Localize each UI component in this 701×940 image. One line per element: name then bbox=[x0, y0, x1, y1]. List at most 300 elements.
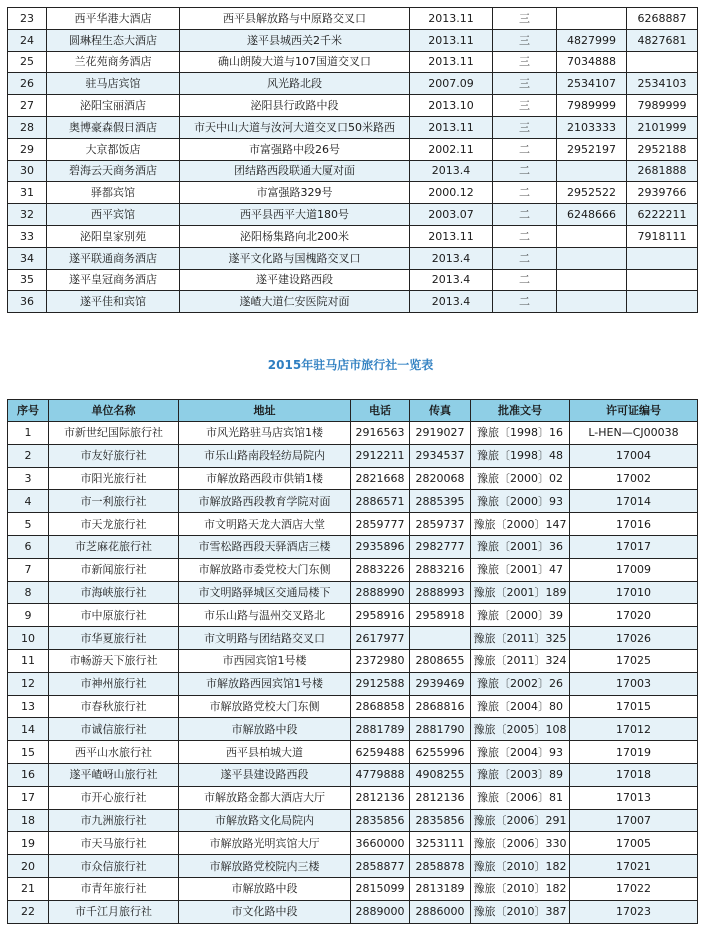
agency-cell: 市开心旅行社 bbox=[49, 786, 179, 809]
agency-cell: 2889000 bbox=[351, 900, 410, 923]
agency-cell: 市雪松路西段天驿酒店三楼 bbox=[179, 535, 351, 558]
column-header: 地址 bbox=[179, 400, 351, 422]
hotel-cell: 34 bbox=[8, 247, 47, 269]
hotel-cell bbox=[557, 160, 627, 182]
agency-cell: 市解放路光明宾馆大厅 bbox=[179, 832, 351, 855]
agency-cell: 豫旅〔2010〕182 bbox=[471, 877, 570, 900]
hotel-row bbox=[8, 247, 698, 269]
agency-row bbox=[8, 718, 698, 741]
agency-cell: 1 bbox=[8, 422, 49, 445]
hotel-cell: 2013.11 bbox=[410, 8, 493, 30]
hotel-row bbox=[8, 204, 698, 226]
agency-cell: 4908255 bbox=[410, 763, 471, 786]
agency-cell: 9 bbox=[8, 604, 49, 627]
agency-cell: 市解放路西园宾馆1号楼 bbox=[179, 672, 351, 695]
agency-cell: 2912588 bbox=[351, 672, 410, 695]
hotel-cell: 二 bbox=[493, 204, 557, 226]
agency-cell: 市众信旅行社 bbox=[49, 855, 179, 878]
agency-cell: 豫旅〔2001〕189 bbox=[471, 581, 570, 604]
hotel-cell: 市富强路329号 bbox=[180, 182, 410, 204]
hotel-cell: 三 bbox=[493, 29, 557, 51]
hotel-cell bbox=[627, 247, 698, 269]
agency-cell: 遂平嵖岈山旅行社 bbox=[49, 763, 179, 786]
agency-cell: L-HEN—CJ00038 bbox=[570, 422, 698, 445]
agency-cell: 2886000 bbox=[410, 900, 471, 923]
agency-cell: 17026 bbox=[570, 627, 698, 650]
agency-cell: 豫旅〔2000〕02 bbox=[471, 467, 570, 490]
hotel-cell: 遂平皇冠商务酒店 bbox=[47, 269, 180, 291]
hotel-cell: 2000.12 bbox=[410, 182, 493, 204]
agency-cell: 市解放路党校大门东侧 bbox=[179, 695, 351, 718]
column-header: 批准文号 bbox=[471, 400, 570, 422]
agency-cell: 17015 bbox=[570, 695, 698, 718]
agency-cell: 市乐山路南段轻纺局院内 bbox=[179, 444, 351, 467]
hotel-cell: 三 bbox=[493, 95, 557, 117]
hotel-cell: 23 bbox=[8, 8, 47, 30]
agency-cell: 豫旅〔2006〕81 bbox=[471, 786, 570, 809]
agency-cell: 7 bbox=[8, 558, 49, 581]
agency-cell: 市畅游天下旅行社 bbox=[49, 649, 179, 672]
hotel-cell: 24 bbox=[8, 29, 47, 51]
agency-cell: 17019 bbox=[570, 741, 698, 764]
agency-cell: 22 bbox=[8, 900, 49, 923]
hotel-cell: 驿都宾馆 bbox=[47, 182, 180, 204]
agency-cell: 市文明路天龙大酒店大堂 bbox=[179, 513, 351, 536]
agency-cell: 4779888 bbox=[351, 763, 410, 786]
agency-cell: 2886571 bbox=[351, 490, 410, 513]
agency-cell: 豫旅〔2004〕80 bbox=[471, 695, 570, 718]
hotel-cell: 2952188 bbox=[627, 138, 698, 160]
agency-cell: 市解放路文化局院内 bbox=[179, 809, 351, 832]
agency-cell: 17003 bbox=[570, 672, 698, 695]
agency-cell: 6259488 bbox=[351, 741, 410, 764]
agency-cell bbox=[410, 627, 471, 650]
hotel-cell: 2013.11 bbox=[410, 29, 493, 51]
agency-row bbox=[8, 444, 698, 467]
hotel-cell: 泌阳皇家别苑 bbox=[47, 225, 180, 247]
agency-cell: 市诚信旅行社 bbox=[49, 718, 179, 741]
agency-cell: 豫旅〔1998〕48 bbox=[471, 444, 570, 467]
hotel-cell: 二 bbox=[493, 269, 557, 291]
hotel-cell: 6268887 bbox=[627, 8, 698, 30]
hotel-table bbox=[7, 7, 698, 313]
agency-cell: 6 bbox=[8, 535, 49, 558]
hotel-cell: 驻马店宾馆 bbox=[47, 73, 180, 95]
agency-table bbox=[7, 399, 698, 924]
column-header: 单位名称 bbox=[49, 400, 179, 422]
agency-cell: 2958918 bbox=[410, 604, 471, 627]
agency-cell: 2912211 bbox=[351, 444, 410, 467]
agency-row bbox=[8, 422, 698, 445]
hotel-row bbox=[8, 225, 698, 247]
agency-cell: 市春秋旅行社 bbox=[49, 695, 179, 718]
agency-cell: 市解放路市委党校大门东侧 bbox=[179, 558, 351, 581]
agency-row bbox=[8, 513, 698, 536]
hotel-cell: 二 bbox=[493, 291, 557, 313]
agency-cell: 豫旅〔2006〕291 bbox=[471, 809, 570, 832]
agency-cell: 市解放路党校院内三楼 bbox=[179, 855, 351, 878]
agency-cell: 豫旅〔2004〕93 bbox=[471, 741, 570, 764]
agency-cell: 市神州旅行社 bbox=[49, 672, 179, 695]
agency-cell: 2883226 bbox=[351, 558, 410, 581]
hotel-cell bbox=[557, 269, 627, 291]
hotel-cell: 确山朗陵大道与107国道交叉口 bbox=[180, 51, 410, 73]
agency-cell: 市文明路驿城区交通局楼下 bbox=[179, 581, 351, 604]
hotel-row bbox=[8, 51, 698, 73]
hotel-cell: 三 bbox=[493, 73, 557, 95]
agency-cell: 豫旅〔2000〕93 bbox=[471, 490, 570, 513]
hotel-cell: 2013.11 bbox=[410, 225, 493, 247]
agency-cell: 2982777 bbox=[410, 535, 471, 558]
agency-cell: 17004 bbox=[570, 444, 698, 467]
agency-cell: 市新闻旅行社 bbox=[49, 558, 179, 581]
agency-row bbox=[8, 855, 698, 878]
agency-cell: 15 bbox=[8, 741, 49, 764]
agency-cell: 豫旅〔2006〕330 bbox=[471, 832, 570, 855]
agency-cell: 2617977 bbox=[351, 627, 410, 650]
agency-cell: 2881790 bbox=[410, 718, 471, 741]
agency-cell: 豫旅〔2011〕325 bbox=[471, 627, 570, 650]
agency-cell: 17016 bbox=[570, 513, 698, 536]
hotel-cell: 兰花苑商务酒店 bbox=[47, 51, 180, 73]
agency-cell: 4 bbox=[8, 490, 49, 513]
agency-cell: 2812136 bbox=[351, 786, 410, 809]
hotel-cell: 32 bbox=[8, 204, 47, 226]
agency-cell: 豫旅〔2010〕387 bbox=[471, 900, 570, 923]
agency-cell: 17018 bbox=[570, 763, 698, 786]
hotel-cell: 35 bbox=[8, 269, 47, 291]
agency-cell: 21 bbox=[8, 877, 49, 900]
agency-cell: 2858877 bbox=[351, 855, 410, 878]
hotel-row bbox=[8, 269, 698, 291]
hotel-cell: 奥博豪森假日酒店 bbox=[47, 116, 180, 138]
hotel-row bbox=[8, 138, 698, 160]
agency-cell: 2821668 bbox=[351, 467, 410, 490]
agency-row bbox=[8, 467, 698, 490]
agency-table-title: 2015年驻马店市旅行社一览表 bbox=[267, 358, 434, 372]
hotel-cell: 7918111 bbox=[627, 225, 698, 247]
agency-cell: 18 bbox=[8, 809, 49, 832]
agency-cell: 17014 bbox=[570, 490, 698, 513]
agency-cell: 2885395 bbox=[410, 490, 471, 513]
agency-row bbox=[8, 649, 698, 672]
agency-cell: 市乐山路与温州交叉路北 bbox=[179, 604, 351, 627]
hotel-cell: 市天中山大道与汝河大道交叉口50米路西 bbox=[180, 116, 410, 138]
agency-cell: 17009 bbox=[570, 558, 698, 581]
agency-cell: 2883216 bbox=[410, 558, 471, 581]
hotel-row bbox=[8, 291, 698, 313]
agency-cell: 17017 bbox=[570, 535, 698, 558]
hotel-cell: 团结路西段联通大厦对面 bbox=[180, 160, 410, 182]
agency-cell: 市中原旅行社 bbox=[49, 604, 179, 627]
agency-cell: 市文化路中段 bbox=[179, 900, 351, 923]
agency-cell: 2859777 bbox=[351, 513, 410, 536]
agency-cell: 13 bbox=[8, 695, 49, 718]
agency-cell: 17002 bbox=[570, 467, 698, 490]
hotel-cell: 2003.07 bbox=[410, 204, 493, 226]
agency-cell: 17025 bbox=[570, 649, 698, 672]
agency-row bbox=[8, 832, 698, 855]
hotel-cell: 碧海云天商务酒店 bbox=[47, 160, 180, 182]
agency-cell: 市阳光旅行社 bbox=[49, 467, 179, 490]
agency-cell: 2919027 bbox=[410, 422, 471, 445]
hotel-table-body bbox=[8, 8, 698, 313]
agency-row bbox=[8, 786, 698, 809]
agency-cell: 2820068 bbox=[410, 467, 471, 490]
agency-cell: 19 bbox=[8, 832, 49, 855]
hotel-cell bbox=[557, 247, 627, 269]
agency-cell: 2813189 bbox=[410, 877, 471, 900]
agency-row bbox=[8, 763, 698, 786]
hotel-cell: 2013.10 bbox=[410, 95, 493, 117]
agency-cell: 2934537 bbox=[410, 444, 471, 467]
agency-cell: 14 bbox=[8, 718, 49, 741]
hotel-cell: 6248666 bbox=[557, 204, 627, 226]
agency-cell: 市天龙旅行社 bbox=[49, 513, 179, 536]
agency-cell: 市文明路与团结路交叉口 bbox=[179, 627, 351, 650]
agency-cell: 2835856 bbox=[351, 809, 410, 832]
agency-cell: 市天马旅行社 bbox=[49, 832, 179, 855]
agency-cell: 市一利旅行社 bbox=[49, 490, 179, 513]
agency-cell: 市海峡旅行社 bbox=[49, 581, 179, 604]
hotel-cell: 2013.4 bbox=[410, 160, 493, 182]
agency-cell: 17013 bbox=[570, 786, 698, 809]
hotel-cell: 2952522 bbox=[557, 182, 627, 204]
agency-cell: 16 bbox=[8, 763, 49, 786]
hotel-cell: 27 bbox=[8, 95, 47, 117]
agency-cell: 市芝麻花旅行社 bbox=[49, 535, 179, 558]
agency-cell: 17022 bbox=[570, 877, 698, 900]
agency-cell: 遂平县建设路西段 bbox=[179, 763, 351, 786]
hotel-row bbox=[8, 29, 698, 51]
agency-cell: 市解放路西段教育学院对面 bbox=[179, 490, 351, 513]
agency-cell: 20 bbox=[8, 855, 49, 878]
hotel-row bbox=[8, 116, 698, 138]
agency-row bbox=[8, 741, 698, 764]
agency-row bbox=[8, 535, 698, 558]
agency-cell: 2859737 bbox=[410, 513, 471, 536]
agency-cell: 2939469 bbox=[410, 672, 471, 695]
hotel-cell: 2007.09 bbox=[410, 73, 493, 95]
hotel-cell: 28 bbox=[8, 116, 47, 138]
hotel-cell: 2534103 bbox=[627, 73, 698, 95]
agency-cell: 市华夏旅行社 bbox=[49, 627, 179, 650]
hotel-cell: 遂平联通商务酒店 bbox=[47, 247, 180, 269]
agency-cell: 17007 bbox=[570, 809, 698, 832]
agency-cell: 17020 bbox=[570, 604, 698, 627]
hotel-cell: 圆琳程生态大酒店 bbox=[47, 29, 180, 51]
hotel-cell: 25 bbox=[8, 51, 47, 73]
hotel-cell: 2103333 bbox=[557, 116, 627, 138]
agency-table-body bbox=[8, 422, 698, 924]
agency-cell: 2888993 bbox=[410, 581, 471, 604]
hotel-cell: 西平县西平大道180号 bbox=[180, 204, 410, 226]
hotel-cell: 2002.11 bbox=[410, 138, 493, 160]
hotel-row bbox=[8, 182, 698, 204]
agency-cell: 市千江月旅行社 bbox=[49, 900, 179, 923]
hotel-cell: 遂嵖大道仁安医院对面 bbox=[180, 291, 410, 313]
hotel-row bbox=[8, 95, 698, 117]
agency-cell: 2815099 bbox=[351, 877, 410, 900]
hotel-cell: 33 bbox=[8, 225, 47, 247]
hotel-cell: 三 bbox=[493, 8, 557, 30]
agency-cell: 2868858 bbox=[351, 695, 410, 718]
agency-cell: 2916563 bbox=[351, 422, 410, 445]
hotel-cell: 二 bbox=[493, 247, 557, 269]
agency-cell: 西平县柏城大道 bbox=[179, 741, 351, 764]
agency-row bbox=[8, 877, 698, 900]
agency-cell: 市解放路中段 bbox=[179, 877, 351, 900]
agency-cell: 豫旅〔2001〕36 bbox=[471, 535, 570, 558]
column-header: 许可证编号 bbox=[570, 400, 698, 422]
hotel-cell: 遂平佳和宾馆 bbox=[47, 291, 180, 313]
agency-cell: 2858878 bbox=[410, 855, 471, 878]
agency-cell: 市西园宾馆1号楼 bbox=[179, 649, 351, 672]
agency-cell: 17005 bbox=[570, 832, 698, 855]
agency-row bbox=[8, 809, 698, 832]
agency-cell: 市解放路金都大酒店大厅 bbox=[179, 786, 351, 809]
hotel-cell: 二 bbox=[493, 225, 557, 247]
agency-cell: 3253111 bbox=[410, 832, 471, 855]
hotel-row bbox=[8, 73, 698, 95]
agency-cell: 2835856 bbox=[410, 809, 471, 832]
agency-cell: 豫旅〔2001〕47 bbox=[471, 558, 570, 581]
hotel-cell: 三 bbox=[493, 116, 557, 138]
hotel-cell: 26 bbox=[8, 73, 47, 95]
agency-cell: 11 bbox=[8, 649, 49, 672]
agency-cell: 豫旅〔1998〕16 bbox=[471, 422, 570, 445]
hotel-cell bbox=[557, 8, 627, 30]
agency-cell: 豫旅〔2010〕182 bbox=[471, 855, 570, 878]
agency-cell: 2 bbox=[8, 444, 49, 467]
agency-cell: 17021 bbox=[570, 855, 698, 878]
column-header: 传真 bbox=[410, 400, 471, 422]
hotel-cell: 7989999 bbox=[557, 95, 627, 117]
hotel-cell: 6222211 bbox=[627, 204, 698, 226]
hotel-cell bbox=[557, 291, 627, 313]
agency-cell: 2808655 bbox=[410, 649, 471, 672]
hotel-cell: 36 bbox=[8, 291, 47, 313]
agency-cell: 市解放路西段市供销1楼 bbox=[179, 467, 351, 490]
agency-cell: 5 bbox=[8, 513, 49, 536]
agency-cell: 2372980 bbox=[351, 649, 410, 672]
hotel-cell: 泌阳宝丽酒店 bbox=[47, 95, 180, 117]
agency-cell: 2868816 bbox=[410, 695, 471, 718]
hotel-cell: 4827681 bbox=[627, 29, 698, 51]
agency-cell: 17012 bbox=[570, 718, 698, 741]
agency-row bbox=[8, 695, 698, 718]
agency-cell: 市解放路中段 bbox=[179, 718, 351, 741]
hotel-row bbox=[8, 8, 698, 30]
hotel-cell: 风光路北段 bbox=[180, 73, 410, 95]
hotel-cell: 2534107 bbox=[557, 73, 627, 95]
hotel-cell: 7989999 bbox=[627, 95, 698, 117]
agency-row bbox=[8, 627, 698, 650]
hotel-cell: 遂平文化路与国槐路交叉口 bbox=[180, 247, 410, 269]
agency-cell: 3 bbox=[8, 467, 49, 490]
hotel-cell: 二 bbox=[493, 160, 557, 182]
agency-row bbox=[8, 490, 698, 513]
hotel-cell: 7034888 bbox=[557, 51, 627, 73]
agency-cell: 2935896 bbox=[351, 535, 410, 558]
column-header: 序号 bbox=[8, 400, 49, 422]
hotel-cell bbox=[627, 291, 698, 313]
hotel-cell: 2952197 bbox=[557, 138, 627, 160]
hotel-cell: 2939766 bbox=[627, 182, 698, 204]
hotel-cell: 2013.11 bbox=[410, 51, 493, 73]
agency-cell: 豫旅〔2000〕39 bbox=[471, 604, 570, 627]
agency-cell: 豫旅〔2011〕324 bbox=[471, 649, 570, 672]
hotel-cell: 30 bbox=[8, 160, 47, 182]
agency-cell: 17010 bbox=[570, 581, 698, 604]
column-header: 电话 bbox=[351, 400, 410, 422]
agency-cell: 2958916 bbox=[351, 604, 410, 627]
hotel-cell: 二 bbox=[493, 138, 557, 160]
hotel-cell: 西平宾馆 bbox=[47, 204, 180, 226]
agency-cell: 市九洲旅行社 bbox=[49, 809, 179, 832]
agency-cell: 市新世纪国际旅行社 bbox=[49, 422, 179, 445]
agency-row bbox=[8, 900, 698, 923]
hotel-cell: 大京都饭店 bbox=[47, 138, 180, 160]
agency-cell: 17 bbox=[8, 786, 49, 809]
agency-cell: 豫旅〔2003〕89 bbox=[471, 763, 570, 786]
agency-row bbox=[8, 604, 698, 627]
hotel-cell: 2101999 bbox=[627, 116, 698, 138]
agency-cell: 2881789 bbox=[351, 718, 410, 741]
hotel-cell: 遂平建设路西段 bbox=[180, 269, 410, 291]
hotel-cell: 29 bbox=[8, 138, 47, 160]
hotel-cell: 泌阳杨集路向北200米 bbox=[180, 225, 410, 247]
agency-cell: 17023 bbox=[570, 900, 698, 923]
agency-row bbox=[8, 558, 698, 581]
hotel-cell bbox=[557, 225, 627, 247]
hotel-cell bbox=[627, 269, 698, 291]
agency-row bbox=[8, 672, 698, 695]
agency-row bbox=[8, 581, 698, 604]
hotel-cell: 三 bbox=[493, 51, 557, 73]
agency-cell: 豫旅〔2000〕147 bbox=[471, 513, 570, 536]
agency-cell: 10 bbox=[8, 627, 49, 650]
hotel-cell: 西平县解放路与中原路交叉口 bbox=[180, 8, 410, 30]
agency-cell: 西平山水旅行社 bbox=[49, 741, 179, 764]
agency-cell: 6255996 bbox=[410, 741, 471, 764]
hotel-cell: 泌阳县行政路中段 bbox=[180, 95, 410, 117]
agency-cell: 豫旅〔2005〕108 bbox=[471, 718, 570, 741]
hotel-cell: 31 bbox=[8, 182, 47, 204]
hotel-cell: 2681888 bbox=[627, 160, 698, 182]
hotel-cell: 2013.11 bbox=[410, 116, 493, 138]
agency-cell: 市风光路驻马店宾馆1楼 bbox=[179, 422, 351, 445]
agency-cell: 12 bbox=[8, 672, 49, 695]
hotel-cell bbox=[627, 51, 698, 73]
agency-cell: 8 bbox=[8, 581, 49, 604]
hotel-row bbox=[8, 160, 698, 182]
hotel-cell: 西平华港大酒店 bbox=[47, 8, 180, 30]
hotel-cell: 市富强路中段26号 bbox=[180, 138, 410, 160]
agency-cell: 豫旅〔2002〕26 bbox=[471, 672, 570, 695]
agency-cell: 市青年旅行社 bbox=[49, 877, 179, 900]
hotel-cell: 2013.4 bbox=[410, 291, 493, 313]
agency-cell: 2888990 bbox=[351, 581, 410, 604]
hotel-cell: 2013.4 bbox=[410, 269, 493, 291]
hotel-cell: 二 bbox=[493, 182, 557, 204]
hotel-cell: 遂平县城西关2千米 bbox=[180, 29, 410, 51]
agency-cell: 2812136 bbox=[410, 786, 471, 809]
hotel-cell: 4827999 bbox=[557, 29, 627, 51]
hotel-cell: 2013.4 bbox=[410, 247, 493, 269]
header-row bbox=[8, 400, 698, 422]
agency-cell: 市友好旅行社 bbox=[49, 444, 179, 467]
